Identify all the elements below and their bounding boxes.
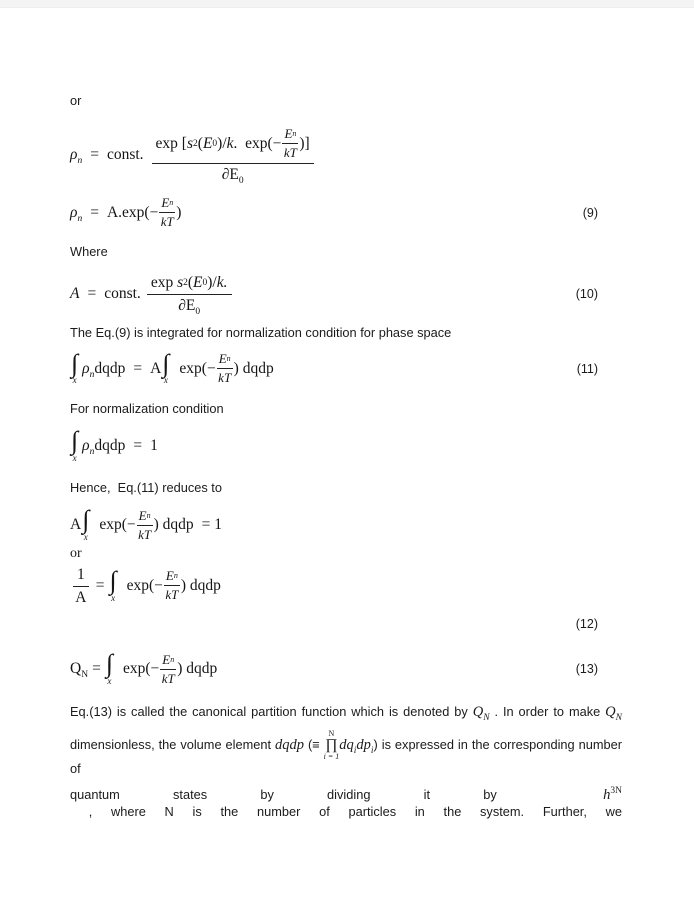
text-integrated: The Eq.(9) is integrated for normalization condition for phase space <box>70 325 452 340</box>
paragraph-line-1: Eq.(13) is called the canonical partition function which is denoted by $Q_N$ . In order to make $Q_N$ <box>70 703 622 723</box>
exp-open: exp(− <box>122 660 160 678</box>
eq-rho-symbol: $\rho_n$ <box>70 145 83 166</box>
equals-sign: = <box>87 285 97 302</box>
eq13-close: ) dqdp <box>177 660 218 678</box>
dqidpi-inline-math: $dq_idp_i$ <box>339 736 374 756</box>
exp-open: exp(− <box>126 576 163 594</box>
body-paragraph <box>70 703 622 820</box>
main-fraction <box>152 125 314 187</box>
fraction-denominator: $\partial E_0$ <box>221 166 244 187</box>
equation-number: (9) <box>582 205 598 220</box>
equation-9 <box>70 195 622 230</box>
equals-sign: = <box>133 436 143 454</box>
equals-sign: = <box>95 576 105 594</box>
text-hence: Hence, Eq.(11) reduces to <box>70 479 222 495</box>
eq12-close: ) dqdp <box>180 576 221 594</box>
eq9-prefix: A.exp(− <box>106 203 159 221</box>
main-fraction <box>147 273 232 318</box>
page-top-strip <box>0 0 694 8</box>
text-or-1: or <box>70 93 82 108</box>
exponent-fraction: E n kT <box>138 507 152 542</box>
equation-number: (10) <box>575 287 598 301</box>
equation-normalization <box>70 426 622 463</box>
inner-fraction: E n kT <box>283 126 297 160</box>
QN-inline-math: $Q_N$ <box>472 703 490 723</box>
fraction-denominator: $\partial E_0$ <box>178 297 201 318</box>
equation-10 <box>70 273 622 318</box>
equation-11 <box>70 348 622 386</box>
equals-one: = 1 <box>201 516 222 534</box>
paragraph-line-2: dimensionless, the volume element dqdp (≡ N ∏ i = 1 $dq_idp_i$) is expressed in the corresponding number of <box>70 728 622 776</box>
dqdp-label: dqdp <box>94 359 126 377</box>
exponent-fraction: E n kT <box>165 568 179 603</box>
eq-A-symbol: A <box>70 285 80 302</box>
eqred-close: ) dqdp <box>153 516 194 534</box>
fraction-numerator: exp [ s 2 ( E 0 )/ k . exp(− E n kT )] <box>152 125 314 164</box>
exp-open: exp(− <box>99 516 136 534</box>
paragraph-line-3: quantum states by dividing it by $h^{3N}$ , where N is the number of particles in the system. Further, we <box>70 785 622 819</box>
eq-rho-symbol: $\rho_n$ <box>70 203 83 224</box>
eq9-close: ) <box>176 203 182 221</box>
dqdp-label: dqdp <box>94 436 126 454</box>
product-operator-icon: N ∏ i = 1 <box>323 728 340 761</box>
text-where: Where <box>70 244 108 259</box>
equation-number: (13) <box>575 662 598 677</box>
exp-open: exp(− <box>179 359 216 377</box>
equals-sign: = <box>133 359 143 377</box>
eq-A-symbol: A <box>150 359 162 377</box>
equation-13 <box>70 649 622 687</box>
equals-sign: = <box>92 660 101 678</box>
eq-QN-symbol: $Q_N$ <box>70 660 89 681</box>
one-over-A-fraction: $\frac{1}{A}$ <box>73 565 89 607</box>
integral-icon: ∫ x <box>71 426 79 463</box>
text-or-2: or <box>70 545 82 561</box>
eq-const-label: const. <box>106 145 144 163</box>
dqdp-inline-math: dqdp <box>275 736 304 753</box>
exponent-fraction: E n kT <box>160 195 174 229</box>
eq-rho-symbol: $\rho_n$ <box>82 436 95 457</box>
integral-icon: ∫ x <box>105 649 113 687</box>
eq-const-label: const. <box>104 285 141 302</box>
equals-sign: = <box>90 145 99 163</box>
document-page <box>0 93 694 820</box>
value-one: 1 <box>150 436 158 454</box>
exponent-fraction: E n kT <box>218 351 232 385</box>
equation-rho-const <box>70 125 622 187</box>
equation-reduced <box>70 505 622 543</box>
integral-icon: ∫ x <box>71 348 79 386</box>
QN-inline-math: $Q_N$ <box>605 703 622 723</box>
fraction-numerator: exp s 2 ( E 0 )/ k. <box>147 273 232 295</box>
equals-sign: = <box>90 203 99 221</box>
eq-A-symbol: A <box>70 516 82 534</box>
eq11-close: ) dqdp <box>233 359 274 377</box>
integral-icon: ∫ x <box>82 505 90 543</box>
eq-rho-symbol: $\rho_n$ <box>82 359 95 380</box>
text-for-normalization: For normalization condition <box>70 401 224 416</box>
integral-icon: ∫ x <box>109 565 117 603</box>
integral-icon: ∫ x <box>162 348 170 386</box>
equation-12 <box>70 565 622 607</box>
h3N-inline-math: $h^{3N}$ <box>603 785 622 803</box>
equation-number: (11) <box>576 361 598 376</box>
equation-number: (12) <box>575 616 598 631</box>
exponent-fraction: E n kT <box>161 651 175 686</box>
